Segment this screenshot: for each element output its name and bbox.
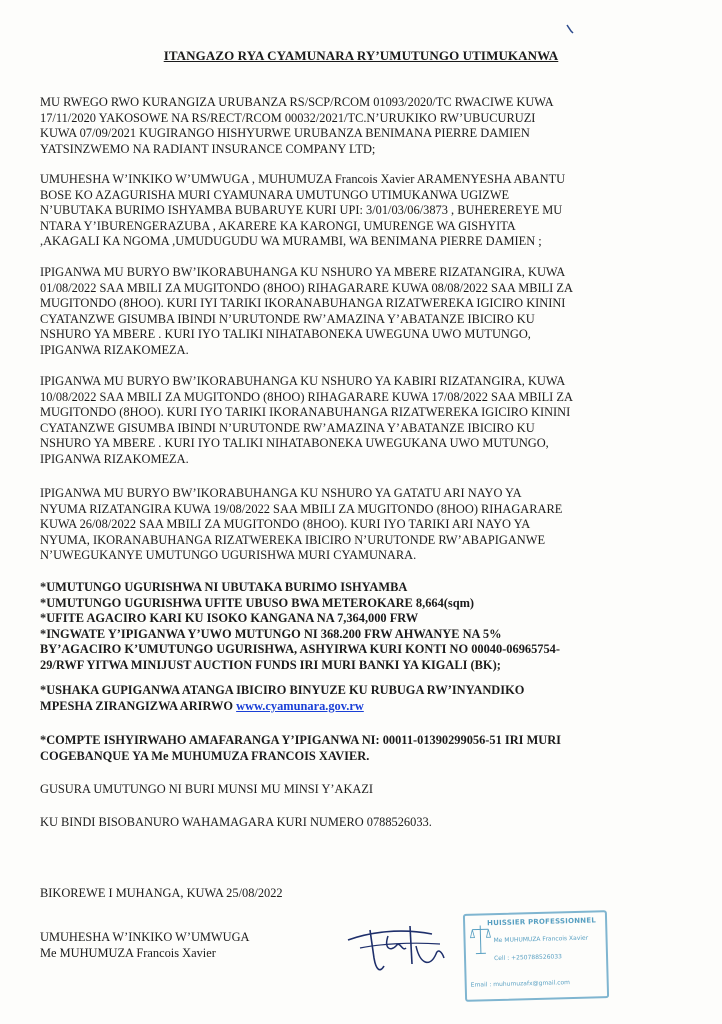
bullet-item: *USHAKA GUPIGANWA ATANGA IBICIRO BINYUZE KU RUBUGA RW’INYANDIKO xyxy=(40,683,525,697)
text-line: ,AKAGALI KA NGOMA ,UMUDUGUDU WA MURAMBI, WA BENIMANA PIERRE DAMIEN ; xyxy=(40,234,542,249)
paragraph-third-auction xyxy=(40,486,682,564)
text-line: NSHURO YA MBERE . KURI IYO TALIKI NIHATABONEKA UWEGUKANA UWO MUTUNGO, xyxy=(40,436,549,451)
paragraph-case-reference xyxy=(40,95,682,157)
text-line: N’UWEGUKANYE UMUTUNGO UGURISHWA MURI CYAMUNARA. xyxy=(40,548,417,563)
bailiff-stamp xyxy=(463,910,609,1002)
text-line: IPIGANWA MU BURYO BW’IKORABUHANGA KU NSHURO YA GATATU ARI NAYO YA xyxy=(40,486,522,500)
text-line: BOSE KO AZAGURISHA MURI CYAMUNARA UMUTUNGO UTIMUKANWA UGIZWE xyxy=(40,187,510,202)
stamp-name: Me MUHUMUZA Francois Xavier xyxy=(493,934,589,945)
handwritten-signature xyxy=(340,918,450,978)
notice-title: ITANGAZO RYA CYAMUNARA RY’UMUTUNGO UTIMUKANWA xyxy=(163,48,559,63)
text-line: NYUMA, IKORANABUHANGA RIZATWEREKA IBICIRO N’URUTONDE RW’ABAPIGANWE xyxy=(40,532,546,547)
bullet-item: *UFITE AGACIRO KARI KU ISOKO KANGANA NA 7,364,000 FRW xyxy=(40,611,419,626)
text-line: YATSINZWEMO NA RADIANT INSURANCE COMPANY LTD; xyxy=(40,141,376,156)
ink-mark xyxy=(566,24,574,34)
text-line: NYUMA RIZATANGIRA KUWA 19/08/2022 SAA MBILI ZA MUGITONDO (8HOO) RIHAGARARE xyxy=(40,501,563,516)
paragraph-first-auction xyxy=(40,265,682,359)
text-line: KUWA 26/08/2022 SAA MBILI ZA MUGITONDO (8HOO). KURI IYO TARIKI ARI NAYO YA xyxy=(40,517,531,532)
bullet-item: *UMUTUNGO UGURISHWA UFITE UBUSO BWA METEROKARE 8,664(sqm) xyxy=(40,595,475,610)
bullet-item: COGEBANQUE YA Me MUHUMUZA FRANCOIS XAVIER. xyxy=(40,748,370,763)
text-line: MUGITONDO (8HOO). KURI IYI TARIKI IKORANABUHANGA RIZATWEREKA IGICIRO KININI xyxy=(40,296,566,311)
text-line: UMUHESHA W’INKIKO W’UMWUGA , MUHUMUZA Francois Xavier ARAMENYESHA ABANTU xyxy=(40,172,566,186)
contact-info: KU BINDI BISOBANURO WAHAMAGARA KURI NUMERO 0788526033. xyxy=(40,815,432,829)
bullet-item: BY’AGACIRO K’UMUTUNGO UGURISHWA, ASHYIRWA KURI KONTI NO 00040-06965754- xyxy=(40,642,560,657)
text-line: IPIGANWA MU BURYO BW’IKORABUHANGA KU NSHURO YA MBERE RIZATANGIRA, KUWA xyxy=(40,265,566,279)
signatory-role: UMUHESHA W’INKIKO W’UMWUGA xyxy=(40,930,250,944)
place-and-date: BIKOREWE I MUHANGA, KUWA 25/08/2022 xyxy=(40,886,283,900)
bullet-item: *INGWATE Y’IPIGANWA Y’UWO MUTUNGO NI 368.200 FRW AHWANYE NA 5% xyxy=(40,626,502,641)
text-line: MUGITONDO (8HOO). KURI IYO TARIKI IKORANABUHANGA RIZATWEREKA IGICIRO KININI xyxy=(40,405,571,420)
bidding-instructions xyxy=(40,683,682,714)
paragraph-second-auction xyxy=(40,374,682,468)
text-line: IPIGANWA RIZAKOMEZA. xyxy=(40,451,189,466)
auction-website-link[interactable]: www.cyamunara.gov.rw xyxy=(236,698,364,713)
text-line: IPIGANWA RIZAKOMEZA. xyxy=(40,342,189,357)
stamp-email: Email : muhumuzafx@gmail.com xyxy=(470,979,571,989)
text-line: 01/08/2022 SAA MBILI ZA MUGITONDO (8HOO) RIHAGARARE KUWA 08/08/2022 SAA MBILI ZA xyxy=(40,280,573,295)
text-line: 17/11/2020 YAKOSOWE NA RS/RECT/RCOM 00032/2021/TC.N’URUKIKO RW’UBUCURUZI xyxy=(40,110,536,125)
text-line: KUWA 07/09/2021 KUGIRANGO HISHYURWE URUBANZA BENIMANA PIERRE DAMIEN xyxy=(40,126,530,141)
text-line: CYATANZWE GISUMBA IBINDI N’URUTONDE RW’AMAZINA Y’ABATANZE IBICIRO KU xyxy=(40,311,535,326)
paragraph-property-description xyxy=(40,172,682,250)
text-line: N’UBUTAKA BURIMO ISHYAMBA BUBARUYE KURI UPI: 3/01/03/06/3873 , BUHEREREYE MU xyxy=(40,203,563,218)
property-details xyxy=(40,580,682,674)
signatory-name: Me MUHUMUZA Francois Xavier xyxy=(40,946,216,960)
text-line: NSHURO YA MBERE . KURI IYO TALIKI NIHATABONEKA UWEGUNA UWO MUTUNGO, xyxy=(40,327,531,342)
text-line: IPIGANWA MU BURYO BW’IKORABUHANGA KU NSHURO YA KABIRI RIZATANGIRA, KUWA xyxy=(40,374,566,388)
stamp-title: HUISSIER PROFESSIONNEL xyxy=(487,916,597,928)
bank-account-info xyxy=(40,733,682,764)
text-line: 10/08/2022 SAA MBILI ZA MUGITONDO (8HOO) RIHAGARARE KUWA 17/08/2022 SAA MBILI ZA xyxy=(40,389,573,404)
visit-info: GUSURA UMUTUNGO NI BURI MUNSI MU MINSI Y’AKAZI xyxy=(40,782,374,796)
bullet-item: *UMUTUNGO UGURISHWA NI UBUTAKA BURIMO ISHYAMBA xyxy=(40,580,408,594)
stamp-phone: Cell : +250788526033 xyxy=(493,953,563,963)
text-line: NTARA Y’IBURENGERAZUBA , AKARERE KA KARONGI, UMURENGE WA GISHYITA xyxy=(40,218,516,233)
bullet-item xyxy=(40,699,682,715)
text-line: CYATANZWE GISUMBA IBINDI N’URUTONDE RW’AMAZINA Y’ABATANZE IBICIRO KU xyxy=(40,420,535,435)
bullet-item: *COMPTE ISHYIRWAHO AMAFARANGA Y’IPIGANWA NI: 00011-01390299056-51 IRI MURI xyxy=(40,733,562,747)
text-line: MU RWEGO RWO KURANGIZA URUBANZA RS/SCP/RCOM 01093/2020/TC RWACIWE KUWA xyxy=(40,95,554,109)
bullet-item: 29/RWF YITWA MINIJUST AUCTION FUNDS IRI MURI BANKI YA KIGALI (BK); xyxy=(40,657,501,672)
text-fragment: MPESHA ZIRANGIZWA ARIRWO xyxy=(40,698,237,713)
